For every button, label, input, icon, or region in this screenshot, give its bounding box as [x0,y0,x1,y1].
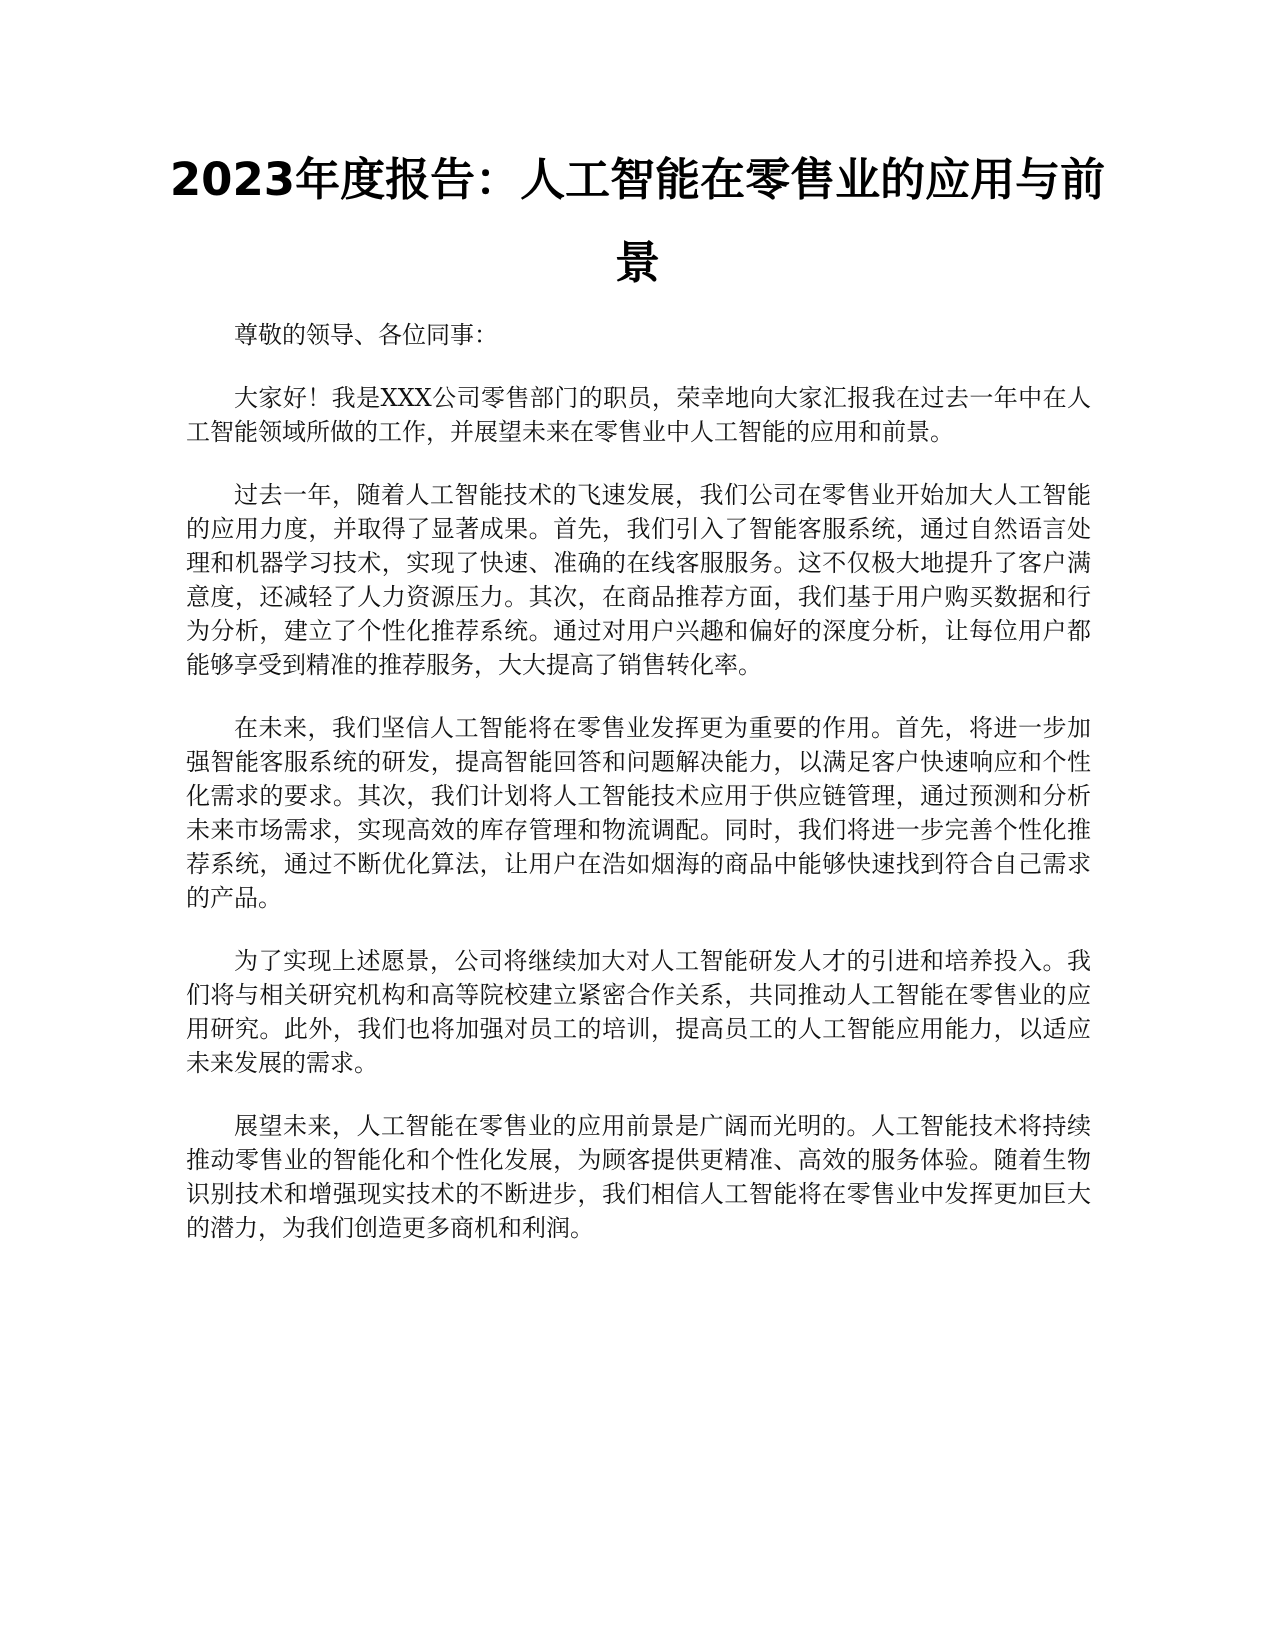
paragraph-intro: 大家好！我是XXX公司零售部门的职员，荣幸地向大家汇报我在过去一年中在人工智能领域所做的工作，并展望未来在零售业中人工智能的应用和前景。 [186,384,1091,446]
paragraph-outlook: 展望未来，人工智能在零售业的应用前景是广阔而光明的。人工智能技术将持续推动零售业的智能化和个性化发展，为顾客提供更精准、高效的服务体验。随着生物识别技术和增强现实技术的不断进步，我们相信人工智能将在零售业中发挥更加巨大的潜力，为我们创造更多商机和利润。 [186,1112,1091,1242]
document-body [186,318,1091,1274]
paragraph-past-year: 过去一年，随着人工智能技术的飞速发展，我们公司在零售业开始加大人工智能的应用力度，并取得了显著成果。首先，我们引入了智能客服系统，通过自然语言处理和机器学习技术，实现了快速、准确的在线客服服务。这不仅极大地提升了客户满意度，还减轻了人力资源压力。其次，在商品推荐方面，我们基于用户购买数据和行为分析，建立了个性化推荐系统。通过对用户兴趣和偏好的深度分析，让每位用户都能够享受到精准的推荐服务，大大提高了销售转化率。 [186,481,1091,679]
paragraph-talent-investment: 为了实现上述愿景，公司将继续加大对人工智能研发人才的引进和培养投入。我们将与相关研究机构和高等院校建立紧密合作关系，共同推动人工智能在零售业的应用研究。此外，我们也将加强对员工的培训，提高员工的人工智能应用能力，以适应未来发展的需求。 [186,947,1091,1077]
paragraph-salutation: 尊敬的领导、各位同事： [234,321,498,349]
document-title: 2023年度报告：人工智能在零售业的应用与前景 [169,153,1106,289]
paragraph-future-plans: 在未来，我们坚信人工智能将在零售业发挥更为重要的作用。首先，将进一步加强智能客服系统的研发，提高智能回答和问题解决能力，以满足客户快速响应和个性化需求的要求。其次，我们计划将人工智能技术应用于供应链管理，通过预测和分析未来市场需求，实现高效的库存管理和物流调配。同时，我们将进一步完善个性化推荐系统，通过不断优化算法，让用户在浩如烟海的商品中能够快速找到符合自己需求的产品。 [186,714,1091,912]
